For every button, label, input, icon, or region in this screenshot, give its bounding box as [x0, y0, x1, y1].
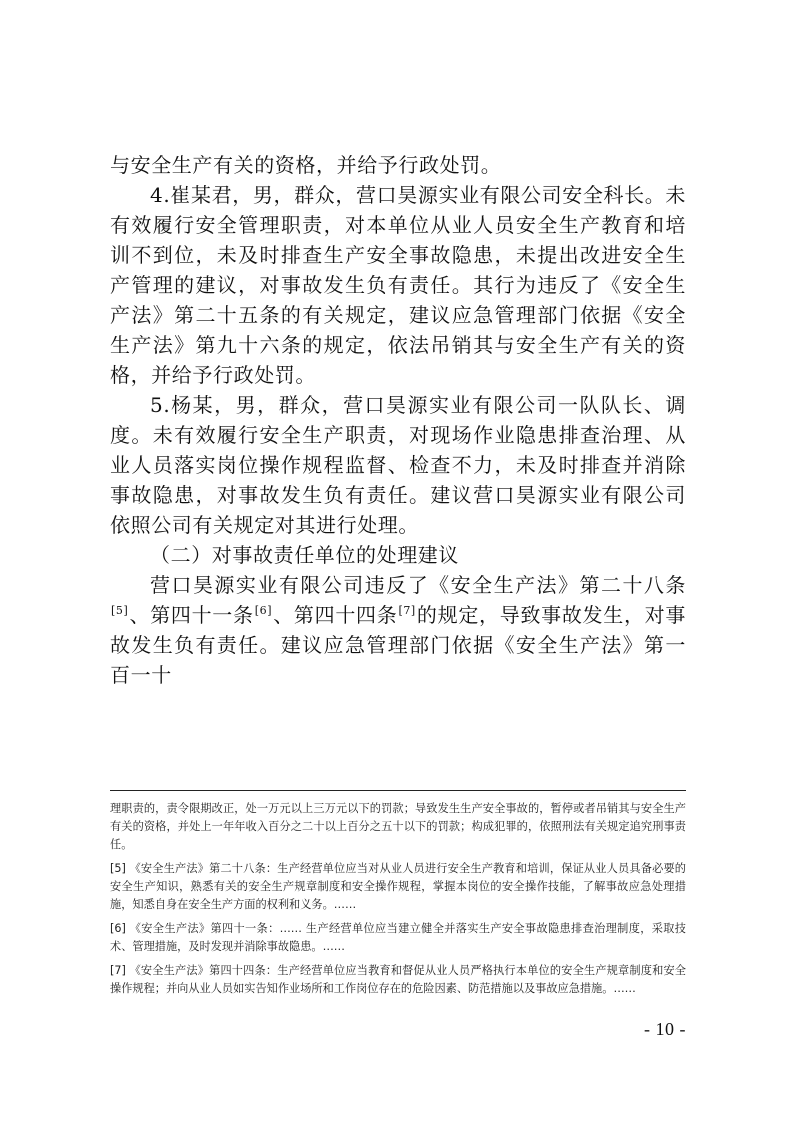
- footnote-6: [6] 《安全生产法》第四十一条：…… 生产经营单位应当建立健全并落实生产安全事故隐患排查治理制度，采取技术、管理措施，及时发现并消除事故隐患。……: [110, 922, 686, 953]
- footnote-separator: [110, 790, 686, 791]
- footnote-ref-7[interactable]: [7]: [398, 604, 416, 618]
- footnote-7: [7] 《安全生产法》第四十四条：生产经营单位应当教育和督促从业人员严格执行本单位的安全生产规章制度和安全操作规程；并向从业人员如实告知作业场所和工作岗位存在的危险因素、防范措施以及事故应急措施。……: [110, 964, 686, 995]
- footnote-continuation: 理职责的，责令限期改正，处一万元以上三万元以下的罚款；导致发生生产安全事故的，暂停或者吊销其与安全生产有关的资格，并处上一年年收入百分之二十以上百分之五十以下的罚款；构成犯罪的，依照刑法有关规定追究刑事责任。: [110, 802, 686, 851]
- footnote-ref-5[interactable]: [5]: [111, 604, 129, 618]
- paragraph-continuation: 与安全生产有关的资格，并给予行政处罚。: [110, 153, 502, 177]
- paragraph-text-part-4: 的规定，导致事故发生，对事故发生负有责任。建议应急管理部门依据《安全生产法》第一百一十: [110, 603, 686, 687]
- section-heading: （二）对事故责任单位的处理建议: [150, 543, 459, 567]
- page-number: - 10 -: [644, 1019, 686, 1039]
- footnote-ref-6[interactable]: [6]: [254, 604, 273, 618]
- paragraph-item-4: 4.崔某君，男，群众，营口昊源实业有限公司安全科长。未有效履行安全管理职责，对本单位从业人员安全生产教育和培训不到位，未及时排查生产安全事故隐患，未提出改进安全生产管理的建议，对事故发生负有责任。其行为违反了《安全生产法》第二十五条的有关规定，建议应急管理部门依据《安全生产法》第九十六条的规定，依法吊销其与安全生产有关的资格，并给予行政处罚。: [110, 183, 686, 387]
- paragraph-text-part-1: 营口昊源实业有限公司违反了《安全生产法》第二十八条: [150, 573, 686, 597]
- paragraph-item-5: 5.杨某，男，群众，营口昊源实业有限公司一队队长、调度。未有效履行安全生产职责，对现场作业隐患排查治理、从业人员落实岗位操作规程监督、检查不力，未及时排查并消除事故隐患，对事故发生负有责任。建议营口昊源实业有限公司依照公司有关规定对其进行处理。: [110, 393, 686, 537]
- paragraph-text-part-3: 、第四十四条: [273, 603, 398, 627]
- paragraph-unit-proposal: [110, 570, 686, 690]
- paragraph-text-part-2: 、第四十一条: [129, 603, 254, 627]
- footnotes: [110, 800, 686, 1004]
- body-text: [110, 150, 686, 690]
- footnote-5: [5] 《安全生产法》第二十八条：生产经营单位应当对从业人员进行安全生产教育和培训，保证从业人员具备必要的安全生产知识，熟悉有关的安全生产规章制度和安全操作规程，掌握本岗位的安全操作技能，了解事故应急处理措施，知悉自身在安全生产方面的权利和义务。……: [110, 862, 686, 911]
